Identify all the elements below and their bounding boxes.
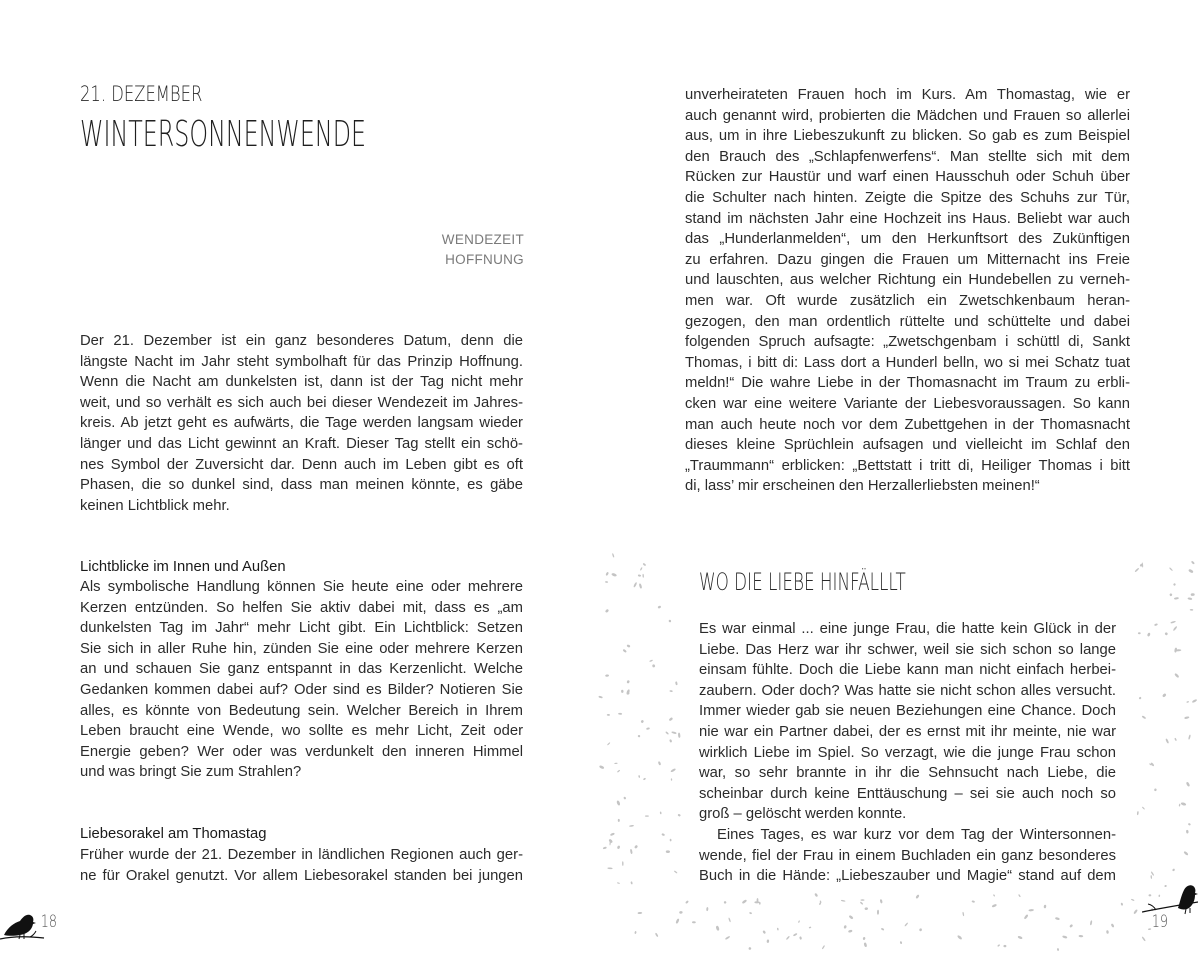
text-line: und was bringt Sie zum Strahlen?	[80, 764, 302, 781]
right-page	[599, 0, 1198, 954]
text-line: Energie geben? Wer oder was verdunkelt den inneren Himmel	[80, 743, 523, 760]
text-line: gezogen, den man ordentlich rüttelte und schüttelte und dabei	[685, 313, 1130, 330]
text-line: alles, es könnte von Bedeutung sein. Welcher Bereich in Ihrem	[80, 702, 523, 719]
text-line: Gedanken kommen dabei auf? Oder sind es Bilder? Notieren Sie	[80, 681, 523, 698]
text-line: auch genannt wird, probierten die Mädchen und Frauen so allerlei	[685, 107, 1130, 124]
text-line: weit, und so verhält es sich auch bei dieser Wendezeit im Jahres-	[80, 394, 523, 411]
text-line: groß – gelöscht werden konnte.	[699, 806, 907, 823]
bird-on-branch-icon	[1142, 878, 1198, 926]
text-line: kreis. Ab jetzt geht es aufwärts, die Tage werden langsam wieder	[80, 415, 523, 432]
text-line: Eines Tages, es war kurz vor dem Tag der Wintersonnen-	[717, 826, 1116, 843]
text-line: meldn!“ Die wahre Liebe in der Thomasnacht im Traum zu erbli-	[685, 375, 1130, 392]
text-line: an und schauen Sie ganz entspannt in das Kerzenlicht. Welche	[80, 661, 523, 678]
text-line: folgenden Spruch aufsagte: „Zwetschgenbam i schüttl di, Sankt	[685, 334, 1130, 351]
section-lichtblicke-paragraph	[80, 577, 523, 783]
text-line: einsam fühlte. Doch die Liebe kann man nicht einfach herbei-	[699, 662, 1116, 679]
section-heading-lichtblicke: Lichtblicke im Innen und Außen	[80, 559, 286, 575]
text-line: Wenn die Nacht am dunkelsten ist, dann ist der Tag nicht mehr	[80, 374, 523, 391]
text-line: Früher wurde der 21. Dezember in ländlichen Regionen auch ger-	[80, 847, 523, 863]
story-title: WO DIE LIEBE HINFÄLLLT	[699, 568, 906, 596]
text-line: „Traummann“ erblicken: „Bettstatt i tritt di, Heiliger Thomas i bitt	[685, 457, 1130, 474]
keyword-2: HOFFNUNG	[445, 252, 524, 267]
text-line: Kerzen entzünden. So helfen Sie aktiv dabei mit, dass es „am	[80, 599, 523, 616]
text-line: stand im nächsten Jahr eine Hochzeit ins Haus. Beliebt war auch	[685, 210, 1130, 227]
text-line: Sie sich in aller Ruhe hin, zünden Sie eine oder mehrere Kerzen	[80, 640, 523, 657]
keywords-block	[442, 230, 524, 270]
text-line: scheinbar durch keine Enttäuschung – sei sie auch noch so	[699, 785, 1116, 802]
text-line: Rücken zur Haustür und warf einen Hausschuh oder Schuh über	[685, 169, 1130, 186]
text-line: das „Hunderlanmelden“, um den Herkunftsort des Zukünftigen	[685, 231, 1130, 248]
text-line: Als symbolische Handlung können Sie heute eine oder mehrere	[80, 579, 523, 595]
text-line: ne für Orakel genutzt. Vor allem Liebesorakel standen bei jungen	[80, 867, 523, 884]
story-paragraph	[699, 619, 1116, 887]
text-line: cken war eine weitere Variante der Liebesvoraussagen. So kann	[685, 395, 1130, 412]
text-line: Es war einmal ... eine junge Frau, die hatte kein Glück in der	[699, 621, 1116, 637]
date-label: 21. DEZEMBER	[80, 82, 203, 106]
text-line: Leben braucht eine Wende, wo sollte es mehr Licht, Zeit oder	[80, 723, 523, 740]
text-line: dunkelsten Tag im Jahr“ mehr Licht gibt. Ein Lichtblick: Setzen	[80, 620, 523, 637]
text-line: men war. Oft wurde zusätzlich ein Zwetschkenbaum heran-	[685, 292, 1130, 309]
text-line: zaubern. Oder doch? Was hatte sie nicht schon alles versucht.	[699, 682, 1116, 699]
text-line: die Schulter nach hinten. Zeigte die Spitze des Schuhs zur Tür,	[685, 189, 1130, 206]
text-line: keinen Lichtblick mehr.	[80, 497, 230, 514]
intro-paragraph	[80, 331, 523, 516]
text-line: aus, um in ihre Liebeszukunft zu blicken. So gab es zum Beispiel	[685, 128, 1130, 145]
text-line: zu erfahren. Dazu gingen die Frauen um Mitternacht ins Freie	[685, 251, 1130, 268]
keyword-1: WENDEZEIT	[441, 232, 524, 247]
text-line: war, so sehr brannte in ihr die Sehnsucht nach Liebe, die	[699, 765, 1116, 782]
page-number-left: 18	[40, 912, 57, 932]
text-line: Liebe. Das Herz war ihr schwer, weil sie sich schon so lange	[699, 641, 1116, 658]
text-line: länger und das Licht gewinnt an Kraft. Dieser Tag stellt ein schö-	[80, 435, 523, 452]
text-line: den Brauch des „Schlapfenwerfens“. Man stellte sich mit dem	[685, 148, 1130, 165]
text-line: Buch in die Hände: „Liebeszauber und Magie“ stand auf dem	[699, 868, 1116, 885]
text-line: man auch heute noch vor dem Zubettgehen in der Thomasnacht	[685, 416, 1130, 433]
section-liebesorakel-paragraph	[80, 845, 523, 886]
chapter-title: WINTERSONNENWENDE	[80, 114, 367, 155]
text-line: Phasen, die so dunkel sind, dass man meinen könnte, es gäbe	[80, 477, 523, 494]
text-line: Der 21. Dezember ist ein ganz besonderes Datum, denn die	[80, 333, 523, 349]
text-line: di, lass’ mir erscheinen den Herzallerliebsten meinen!“	[685, 478, 1040, 495]
text-line: nes Symbol der Zuversicht dar. Denn auch im Leben gibt es oft	[80, 456, 523, 473]
page-number-right: 19	[1151, 912, 1168, 932]
text-line: Immer wieder gab sie neuen Beziehungen eine Chance. Doch	[699, 703, 1116, 720]
continued-paragraph	[685, 85, 1130, 497]
text-line: und lauschten, aus welcher Richtung ein Hundebellen zu verneh-	[685, 272, 1130, 289]
section-heading-liebesorakel: Liebesorakel am Thomastag	[80, 826, 267, 842]
text-line: wende, fiel der Frau in einem Buchladen ein ganz besonderes	[699, 847, 1116, 864]
text-line: unverheirateten Frauen hoch im Kurs. Am Thomastag, wie er	[685, 87, 1130, 103]
text-line: Thomas, i bitt di: Lass dort a Hunderl belln, wo si mei Schatz tuat	[685, 354, 1130, 371]
text-line: wirklich Liebe im Spiel. So verzagt, wie die junge Frau schon	[699, 744, 1116, 761]
text-line: längste Nacht im Jahr steht symbolhaft für das Prinzip Hoffnung.	[80, 353, 523, 370]
text-line: dieses kleine Sprüchlein aufsagen und vielleicht im Schlaf den	[685, 437, 1130, 454]
text-line: nie war ein Partner dabei, der es ernst mit ihr meinte, nie war	[699, 723, 1116, 740]
